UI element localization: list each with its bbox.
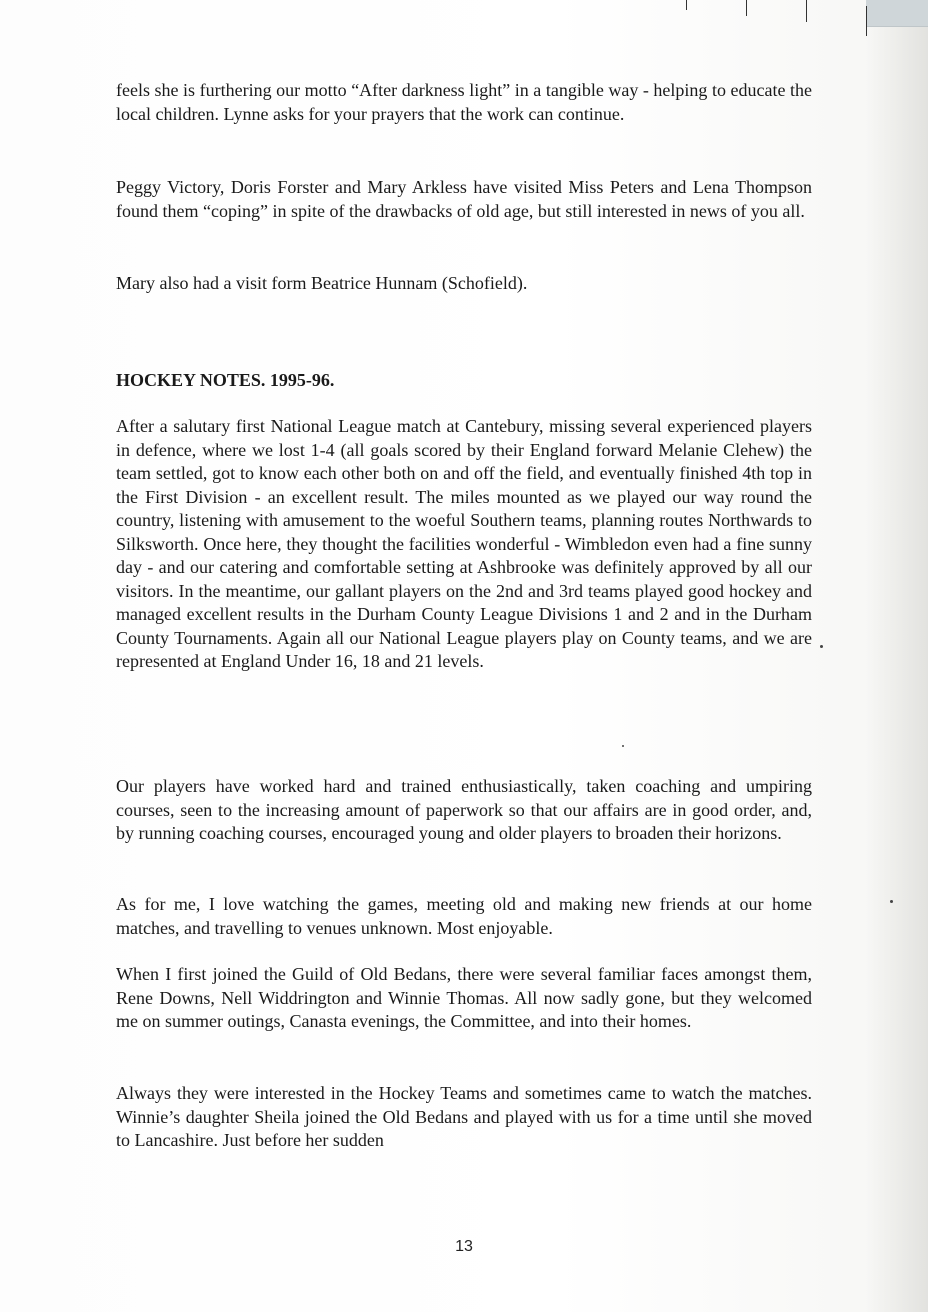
page-number: 13 [455,1238,473,1255]
paper-speck [890,900,893,903]
paragraph-text: Our players have worked hard and trained enthusiastically, taken coaching and umpiring courses, seen to the increasing amount of paperwork so that our affairs are in good order, and, by running coaching courses, encouraged young and older players to broaden their horizons. [116,776,812,843]
paragraph-text: As for me, I love watching the games, meeting old and making new friends at our home matches, and travelling to venues unknown. Most enjoyable. [116,894,812,938]
paragraph-players [116,775,812,846]
crop-mark [746,0,747,16]
paper-speck [820,645,823,648]
crop-mark [686,0,687,10]
paragraph-text: Mary also had a visit form Beatrice Hunnam (Schofield). [116,273,528,293]
paragraph-guild [116,963,812,1034]
paragraph-as-for-me [116,893,812,940]
paragraph-mary-visit [116,272,812,296]
paragraph-text: feels she is furthering our motto “After darkness light” in a tangible way - helping to educate the local children. Lynne asks for your prayers that the work can continue. [116,80,812,124]
crop-mark [806,0,807,22]
paragraph-text: After a salutary first National League match at Cantebury, missing several experienced players in defence, where we lost 1-4 (all goals scored by their England forward Melanie Clehew) the team settled, got to know each other both on and off the field, and eventually finished 4th top in the First Division - an excellent result. The miles mounted as we played our way round the country, listening with amusement to the woeful Southern teams, planning routes Northwards to Silksworth. Once here, they thought the facilities wonderful - Wimbledon even had a fine sunny day - and our catering and comfortable setting at Ashbrooke was definitely approved by all our visitors. In the meantime, our gallant players on the 2nd and 3rd teams played good hockey and managed excellent results in the Durham County League Divisions 1 and 2 and in the Durham County Tournaments. Again all our National League players play on County teams, and we are represented at England Under 16, 18 and 21 levels. [116,416,812,671]
page-edge-shadow [866,0,928,1312]
paragraph-text: Always they were interested in the Hockey Teams and sometimes came to watch the matches. Winnie’s daughter Sheila joined the Old Bedans and played with us for a time until she moved to Lancashire. Just before her sudden [116,1083,812,1150]
crop-mark [866,6,867,36]
paper-speck [622,745,624,747]
page-edge-corner [866,0,928,27]
paragraph-visits [116,176,812,223]
paragraph-national-league [116,415,812,674]
section-heading: HOCKEY NOTES. 1995-96. [116,370,335,390]
paragraph-hockey-teams [116,1082,812,1153]
paragraph-text: Peggy Victory, Doris Forster and Mary Arkless have visited Miss Peters and Lena Thompson found them “coping” in spite of the drawbacks of old age, but still interested in news of you all. [116,177,812,221]
paragraph-prayers [116,79,812,126]
paragraph-text: When I first joined the Guild of Old Bedans, there were several familiar faces amongst them, Rene Downs, Nell Widdrington and Winnie Thomas. All now sadly gone, but they welcomed me on summer outings, Canasta evenings, the Committee, and into their homes. [116,964,812,1031]
